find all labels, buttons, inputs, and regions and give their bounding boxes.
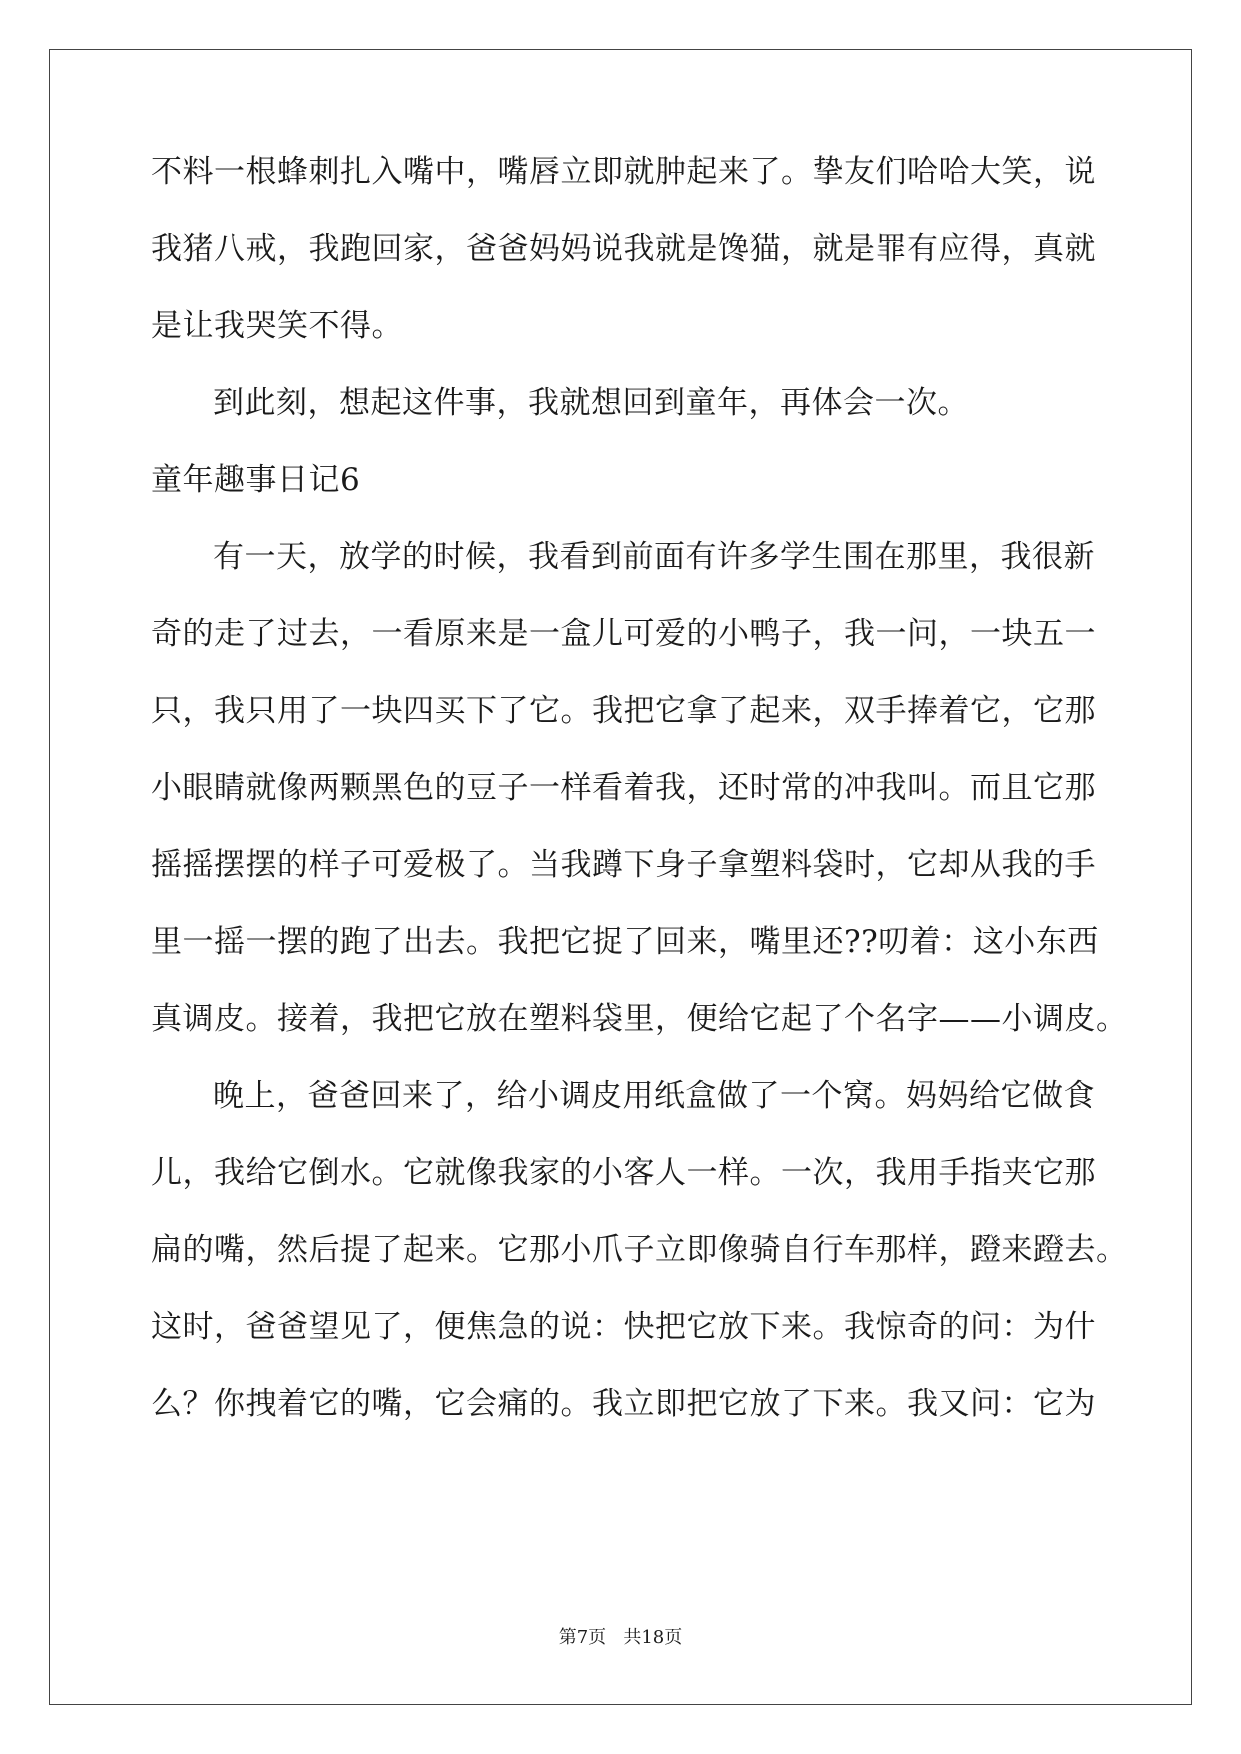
body-text-line: 儿，我给它倒水。它就像我家的小客人一样。一次，我用手指夹它那 <box>151 1155 1096 1191</box>
body-text-line: 小眼睛就像两颗黑色的豆子一样看着我，还时常的冲我叫。而且它那 <box>151 770 1096 806</box>
body-text-line: 这时，爸爸望见了，便焦急的说：快把它放下来。我惊奇的问：为什 <box>151 1309 1096 1345</box>
body-text-line: 不料一根蜂刺扎入嘴中，嘴唇立即就肿起来了。挚友们哈哈大笑，说 <box>151 154 1096 190</box>
page-number-footer: 第7页 共18页 <box>558 1627 683 1648</box>
body-text-line: 只，我只用了一块四买下了它。我把它拿了起来，双手捧着它，它那 <box>151 693 1096 729</box>
section-heading: 童年趣事日记6 <box>151 462 361 498</box>
body-text-line: 奇的走了过去，一看原来是一盒儿可爱的小鸭子，我一问，一块五一 <box>151 616 1096 652</box>
body-text-line: 里一摇一摆的跑了出去。我把它捉了回来，嘴里还??叨着：这小东西 <box>151 924 1099 960</box>
body-text-line: 真调皮。接着，我把它放在塑料袋里，便给它起了个名字——小调皮。 <box>151 1001 1128 1037</box>
body-text-line: 晚上，爸爸回来了，给小调皮用纸盒做了一个窝。妈妈给它做食 <box>213 1078 1095 1114</box>
body-text-line: 是让我哭笑不得。 <box>151 308 403 344</box>
body-text-line: 摇摇摆摆的样子可爱极了。当我蹲下身子拿塑料袋时，它却从我的手 <box>151 847 1096 883</box>
body-text-line: 我猪八戒，我跑回家，爸爸妈妈说我就是馋猫，就是罪有应得，真就 <box>151 231 1096 267</box>
body-text-line: 有一天，放学的时候，我看到前面有许多学生围在那里，我很新 <box>213 539 1095 575</box>
body-text-line: 扁的嘴，然后提了起来。它那小爪子立即像骑自行车那样，蹬来蹬去。 <box>151 1232 1128 1268</box>
body-text-line: 到此刻，想起这件事，我就想回到童年，再体会一次。 <box>213 385 969 421</box>
body-text-line: 么？你拽着它的嘴，它会痛的。我立即把它放了下来。我又问：它为 <box>151 1386 1096 1422</box>
